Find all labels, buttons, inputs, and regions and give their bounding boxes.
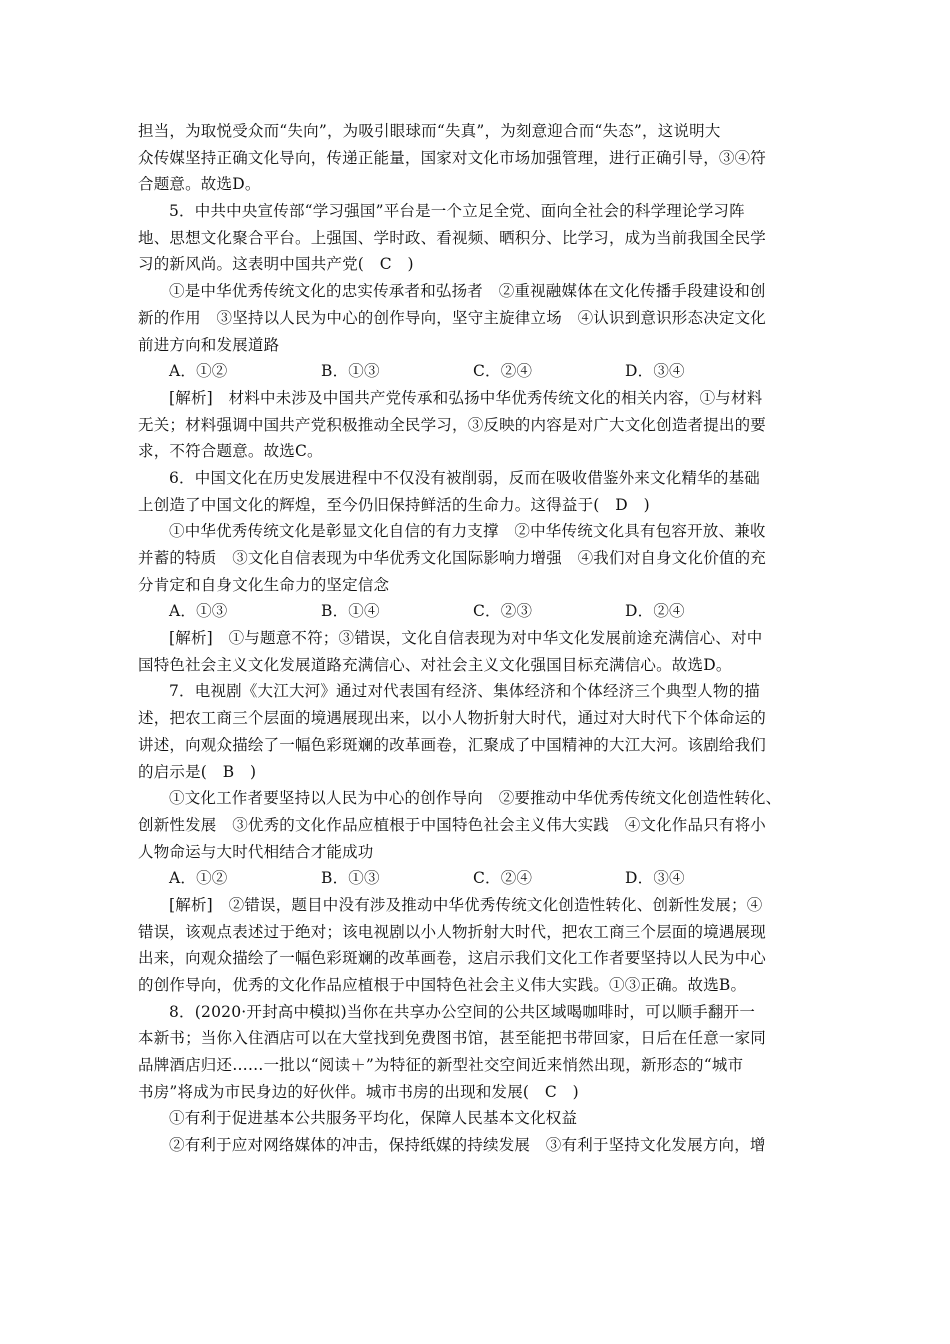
option-a: A．①② bbox=[169, 362, 228, 381]
question-7-statements: ①文化工作者要坚持以人民为中心的创作导向 ②要推动中华优秀传统文化创造性转化、 bbox=[169, 789, 782, 808]
text-line: 众传媒坚持正确文化导向，传递正能量，国家对文化市场加强管理，进行正确引导，③④符 bbox=[138, 148, 767, 167]
text-line: 并蓄的特质 ③文化自信表现为中华优秀文化国际影响力增强 ④我们对自身文化价值的充 bbox=[138, 549, 767, 567]
question-7-options bbox=[138, 865, 818, 892]
question-6-statements: ①中华优秀传统文化是彰显文化自信的有力支撑 ②中华传统文化具有包容开放、兼收 bbox=[169, 522, 766, 541]
text-line: 讲述，向观众描绘了一幅色彩斑斓的改革画卷，汇聚成了中国精神的大江大河。该剧给我们 bbox=[138, 735, 767, 754]
question-6-analysis: [解析] ①与题意不符；③错误，文化自信表现为对中华文化发展前途充满信心、对中 bbox=[169, 629, 763, 648]
question-5-stem: 5．中共中央宣传部“学习强国”平台是一个立足全党、面向全社会的科学理论学习阵 bbox=[169, 202, 745, 221]
option-d: D．③④ bbox=[625, 362, 685, 381]
text-line: 品牌酒店归还……一批以“阅读＋”为特征的新型社交空间近来悄然出现，新形态的“城市 bbox=[138, 1056, 744, 1075]
text-line: 错误，该观点表述过于绝对；该电视剧以小人物折射大时代，把农工商三个层面的境遇展现 bbox=[138, 922, 767, 941]
text-line: 合题意。故选D。 bbox=[138, 175, 261, 194]
text-line: 无关；材料强调中国共产党积极推动全民学习，③反映的内容是对广大文化创造者提出的要 bbox=[138, 415, 767, 434]
option-d: D．③④ bbox=[625, 869, 685, 888]
text-line: 述，把农工商三个层面的境遇展现出来，以小人物折射大时代，通过对大时代下个体命运的 bbox=[138, 709, 767, 728]
text-line: 的创作导向，优秀的文化作品应植根于中国特色社会主义伟大实践。①③正确。故选B。 bbox=[138, 976, 747, 994]
option-b: B．①③ bbox=[321, 362, 380, 381]
text-line: 习的新风尚。这表明中国共产党( C ) bbox=[138, 255, 414, 274]
text-line: 前进方向和发展道路 bbox=[138, 335, 280, 354]
question-8-statement-1: ①有利于促进基本公共服务平均化，保障人民基本文化权益 bbox=[169, 1109, 578, 1128]
text-line: 分肯定和自身文化生命力的坚定信念 bbox=[138, 575, 390, 594]
option-a: A．①② bbox=[169, 869, 228, 888]
question-5-analysis: [解析] 材料中未涉及中国共产党传承和弘扬中华优秀传统文化的相关内容，①与材料 bbox=[169, 388, 763, 407]
option-c: C．②③ bbox=[473, 602, 533, 621]
question-7-stem: 7．电视剧《大江大河》通过对代表国有经济、集体经济和个体经济三个典型人物的描 bbox=[169, 682, 760, 701]
question-8-statement-2: ②有利于应对网络媒体的冲击，保持纸媒的持续发展 ③有利于坚持文化发展方向，增 bbox=[169, 1136, 766, 1155]
text-line: 出来，向观众描绘了一幅色彩斑斓的改革画卷，这启示我们文化工作者要坚持以人民为中心 bbox=[138, 949, 767, 968]
text-line: 担当，为取悦受众而“失向”，为吸引眼球而“失真”，为刻意迎合而“失态”，这说明大 bbox=[138, 122, 721, 140]
text-line: 地、思想文化聚合平台。上强国、学时政、看视频、晒积分、比学习，成为当前我国全民学 bbox=[138, 228, 767, 247]
question-5-statements: ①是中华优秀传统文化的忠实传承者和弘扬者 ②重视融媒体在文化传播手段建设和创 bbox=[169, 282, 766, 301]
question-6-options bbox=[138, 598, 818, 625]
document-page bbox=[138, 118, 818, 1159]
question-6-stem: 6．中国文化在历史发展进程中不仅没有被削弱，反而在吸收借鉴外来文化精华的基础 bbox=[169, 468, 760, 487]
text-line: 书房”将成为市民身边的好伙伴。城市书房的出现和发展( C ) bbox=[138, 1082, 579, 1101]
text-line: 国特色社会主义文化发展道路充满信心、对社会主义文化强国目标充满信心。故选D。 bbox=[138, 655, 732, 674]
option-c: C．②④ bbox=[473, 869, 533, 888]
option-c: C．②④ bbox=[473, 362, 533, 381]
option-b: B．①③ bbox=[321, 869, 380, 888]
option-d: D．②④ bbox=[625, 602, 685, 621]
text-line: 新的作用 ③坚持以人民为中心的创作导向，坚守主旋律立场 ④认识到意识形态决定文化 bbox=[138, 308, 767, 327]
text-line: 创新性发展 ③优秀的文化作品应植根于中国特色社会主义伟大实践 ④文化作品只有将小 bbox=[138, 815, 767, 834]
option-b: B．①④ bbox=[321, 602, 380, 621]
question-7-analysis: [解析] ②错误，题目中没有涉及推动中华优秀传统文化创造性转化、创新性发展；④ bbox=[169, 895, 763, 914]
text-line: 人物命运与大时代相结合才能成功 bbox=[138, 842, 374, 861]
text-line: 求，不符合题意。故选C。 bbox=[138, 442, 323, 461]
text-line: 的启示是( B ) bbox=[138, 762, 257, 781]
question-5-options bbox=[138, 358, 818, 385]
option-a: A．①③ bbox=[169, 602, 228, 621]
question-8-stem: 8．(2020·开封高中模拟)当你在共享办公空间的公共区域喝咖啡时，可以顺手翻开一 bbox=[169, 1002, 756, 1021]
text-line: 上创造了中国文化的辉煌，至今仍旧保持鲜活的生命力。这得益于( D ) bbox=[138, 495, 650, 514]
text-line: 本新书；当你入住酒店可以在大堂找到免费图书馆，甚至能把书带回家，日后在任意一家同 bbox=[138, 1029, 767, 1048]
